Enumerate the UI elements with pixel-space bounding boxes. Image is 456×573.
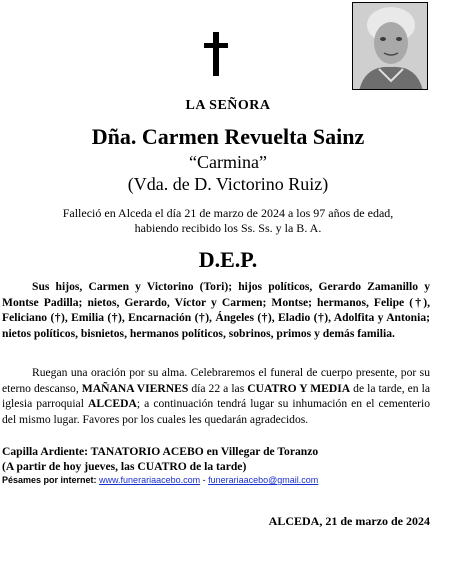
funeral-text-2: día 22 a las (188, 381, 248, 395)
dep-heading: D.E.P. (198, 247, 258, 272)
condolences-separator: - (200, 475, 209, 485)
deceased-nickname: “Carmina” (189, 152, 267, 172)
funeral-text-1: Ruegan una oración por su alma. Celebraremos el funeral de cuerpo presente, por su eterno descanso, (2, 366, 430, 395)
website-link[interactable]: www.funerariaacebo.com (99, 475, 201, 485)
funeral-text-3: de la tarde, en la iglesia parroquial (2, 381, 430, 410)
widow-of: (Vda. de D. Victorino Ruiz) (127, 174, 329, 194)
deceased-name: Dña. Carmen Revuelta Sainz (91, 124, 365, 149)
family-paragraph: Sus hijos, Carmen y Victorino (Tori); hijos políticos, Gerardo Zamanillo y Montse Padilla; nietos, Gerardo, Víctor y Carmen; Montse; hermanos, Felipe (†), Feliciano (†), Emilia (†), Encarnación (†), Ángeles (†), Eladio (†), Adolfita y Antonia; nietos políticos, bisnietos, hermanos políticos, sobrinos, primos y demás familia. (2, 280, 430, 340)
funeral-place: ALCEDA (87, 397, 137, 410)
chapel-info (2, 444, 432, 474)
honorific-title: LA SEÑORA (185, 98, 271, 113)
email-link[interactable]: funerariaacebo@gmail.com (208, 475, 319, 485)
death-notice (20, 206, 436, 236)
cross-icon (196, 32, 236, 76)
portrait-photo (352, 2, 428, 90)
funeral-text-4: ; a continuación tendrá lugar su inhumación en el cementerio del mismo lugar. Favores por los cuales les quedarán agradecidos. (2, 397, 430, 426)
funeral-paragraph (2, 365, 430, 427)
footer-date: ALCEDA, 21 de marzo de 2024 (268, 514, 430, 528)
chapel-line1: Capilla Ardiente: TANATORIO ACEBO en Villegar de Toranzo (2, 445, 319, 458)
chapel-line2: (A partir de hoy jueves, las CUATRO de la tarde) (2, 460, 247, 473)
condolences-label: Pésames por internet: (2, 475, 97, 485)
funeral-day: MAÑANA VIERNES (81, 381, 189, 395)
funeral-time: CUATRO Y MEDIA (247, 381, 351, 395)
death-notice-line1: Falleció en Alceda el día 21 de marzo de 2024 a los 97 años de edad, (62, 206, 394, 220)
condolences-line (2, 475, 318, 485)
death-notice-line2: habiendo recibido los Ss. Ss. y la B. A. (134, 221, 322, 235)
